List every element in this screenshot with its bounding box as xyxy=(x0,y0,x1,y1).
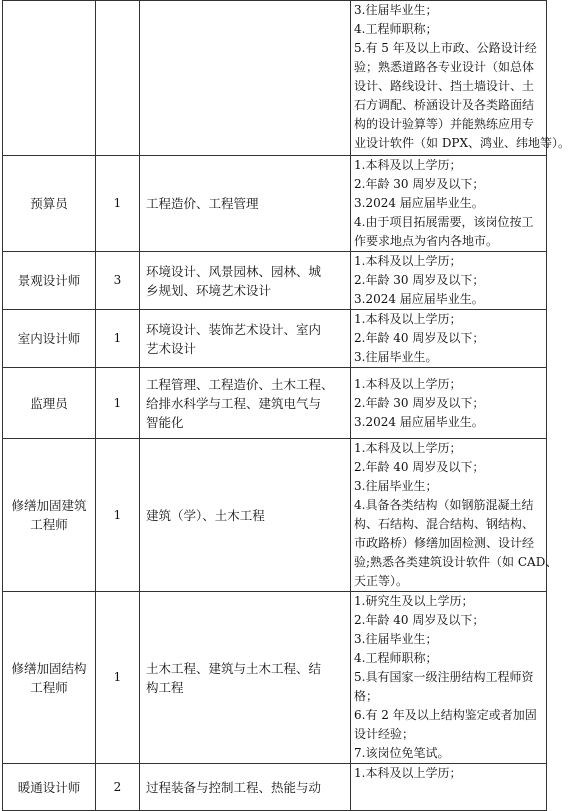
table-row xyxy=(3,310,547,368)
major-cell xyxy=(140,310,351,368)
requirements-cell-line: 1.本科及以上学历； xyxy=(354,376,462,391)
count-cell xyxy=(96,156,140,252)
table-row xyxy=(3,252,547,310)
requirements-cell-line: 2.年龄 40 周岁及以下； xyxy=(354,331,485,345)
recruitment-table xyxy=(2,0,570,811)
requirements-cell-line: 设计、路线设计、挡土墙设计、土 xyxy=(354,79,535,93)
position-label: 暖通设计师 xyxy=(17,779,81,795)
requirements-cell xyxy=(351,764,547,811)
requirements-cell-line: 5.具有国家一级注册结构工程师资 xyxy=(354,670,534,684)
table-body xyxy=(3,1,570,811)
position-cell xyxy=(3,764,96,811)
requirements-cell-line: 7.该岗位免笔试。 xyxy=(354,746,450,760)
position-cell xyxy=(3,1,96,156)
requirements-cell-line: 格； xyxy=(354,689,379,703)
requirements-cell xyxy=(351,156,547,252)
requirements-cell-line: 设计经验； xyxy=(354,727,415,741)
count-cell xyxy=(96,764,140,811)
major-cell-line: 土木工程、建筑与土木工程、结 xyxy=(146,660,322,676)
position-line: 修缮加固结构 xyxy=(11,660,87,676)
requirements-cell-line: 市政路桥）修缮加固检测、设计经 xyxy=(354,536,535,550)
requirements-cell-line: 1.本科及以上学历； xyxy=(354,312,462,326)
major-cell-line: 环境设计、风景园林、园林、城 xyxy=(146,263,322,279)
major-cell-line: 过程装备与控制工程、热能与动 xyxy=(146,779,322,795)
major-cell-line: 工程造价、工程管理 xyxy=(146,196,259,211)
position-line: 工程师 xyxy=(30,679,68,695)
count-value: 2 xyxy=(113,779,122,794)
requirements-cell-line: 验;熟悉各类建筑设计软件（如 CAD、 xyxy=(354,555,558,569)
position-label: 景观设计师 xyxy=(17,273,81,288)
major-cell xyxy=(140,252,351,310)
requirements-cell-line: 3.往届毕业生； xyxy=(354,632,438,646)
table-row xyxy=(3,592,547,764)
requirements-cell-line: 3.2024 届应届毕业生。 xyxy=(354,414,484,429)
major-cell xyxy=(140,592,351,764)
major-cell xyxy=(140,439,351,592)
position-cell xyxy=(3,368,96,439)
requirements-cell-line: 石方调配、桥涵设计及各类路面结 xyxy=(354,98,535,112)
requirements-cell-line: 1.本科及以上学历； xyxy=(354,441,462,455)
requirements-cell xyxy=(351,310,547,368)
requirements-cell-line: 1.本科及以上学历； xyxy=(354,158,462,172)
position-cell xyxy=(3,310,96,368)
requirements-cell-line: 2.年龄 40 周岁及以下； xyxy=(354,613,485,627)
requirements-cell xyxy=(351,252,547,310)
requirements-cell-line: 1.本科及以上学历； xyxy=(354,766,462,780)
requirements-cell-line: 构的设计验算等）并能熟练应用专 xyxy=(354,117,535,131)
requirements-cell-line: 1.本科及以上学历； xyxy=(354,254,462,268)
requirements-cell-line: 验；熟悉道路各专业设计（如总体 xyxy=(354,60,535,74)
count-cell xyxy=(96,1,140,156)
requirements-cell-line: 6.有 2 年及以上结构鉴定或者加固 xyxy=(354,708,537,722)
count-cell xyxy=(96,439,140,592)
count-cell xyxy=(96,252,140,310)
requirements-cell-line: 3.2024 届应届毕业生。 xyxy=(354,196,484,210)
position-cell xyxy=(3,156,96,252)
position-label: 室内设计师 xyxy=(17,331,81,346)
major-cell-line: 智能化 xyxy=(146,414,184,430)
table-row xyxy=(3,368,547,439)
requirements-cell xyxy=(351,592,547,764)
requirements-cell-line: 作要求地点为省内各地市。 xyxy=(354,234,499,248)
major-cell-line: 工程管理、工程造价、土木工程、 xyxy=(146,376,334,392)
position-cell xyxy=(3,439,96,592)
major-cell-line: 给排水科学与工程、建筑电气与 xyxy=(146,395,322,411)
requirements-cell-line: 4.由于项目拓展需要，该岗位按工 xyxy=(354,215,534,229)
requirements-cell-line: 4.具备各类结构（如钢筋混凝土结 xyxy=(354,498,534,512)
count-value: 1 xyxy=(113,331,122,345)
requirements-cell-line: 3.2024 届应届毕业生。 xyxy=(354,292,484,306)
count-value: 1 xyxy=(113,196,122,210)
count-cell xyxy=(96,368,140,439)
requirements-cell-line: 构、石结构、混合结构、钢结构、 xyxy=(354,517,535,531)
requirements-cell-line: 天正等）。 xyxy=(354,574,409,588)
requirements-cell xyxy=(351,1,570,156)
requirements-cell-line: 2.年龄 30 周岁及以下； xyxy=(354,395,485,410)
requirements-cell xyxy=(351,439,558,592)
table-row xyxy=(3,764,547,811)
requirements-cell-line: 2.年龄 30 周岁及以下； xyxy=(354,273,485,287)
requirements-cell xyxy=(351,368,547,439)
position-line: 工程师 xyxy=(30,517,68,532)
table-row xyxy=(3,1,547,156)
count-value: 1 xyxy=(113,670,122,684)
requirements-cell-line: 4.工程师职称； xyxy=(354,651,438,665)
major-cell xyxy=(140,764,351,811)
requirements-cell-line: 5.有 5 年及以上市政、公路设计经 xyxy=(354,41,537,55)
position-label: 监理员 xyxy=(30,395,68,411)
requirements-cell-line: 4.工程师职称； xyxy=(354,22,438,36)
position-cell xyxy=(3,252,96,310)
count-value: 1 xyxy=(113,395,122,410)
major-cell xyxy=(140,1,351,156)
count-cell xyxy=(96,310,140,368)
requirements-cell-line: 2.年龄 30 周岁及以下； xyxy=(354,177,485,191)
requirements-cell-line: 3.往届毕业生； xyxy=(354,479,438,493)
position-label: 预算员 xyxy=(30,196,68,211)
requirements-cell-line: 1.研究生及以上学历； xyxy=(354,594,474,608)
requirements-cell-line: 2.年龄 40 周岁及以下； xyxy=(354,460,485,474)
major-cell-line: 建筑（学）、土木工程 xyxy=(146,507,265,523)
position-line: 修缮加固建筑 xyxy=(11,498,87,513)
requirements-cell-line: 业设计软件（如 DPX、鸿业、纬地等）。 xyxy=(354,136,570,150)
major-cell xyxy=(140,156,351,252)
major-cell xyxy=(140,368,351,439)
major-cell-line: 构工程 xyxy=(146,679,184,695)
table-row xyxy=(3,439,547,592)
major-cell-line: 环境设计、装饰艺术设计、室内 xyxy=(146,321,322,337)
position-cell xyxy=(3,592,96,764)
count-value: 1 xyxy=(113,507,122,522)
major-cell-line: 艺术设计 xyxy=(146,340,197,356)
count-value: 3 xyxy=(113,273,122,287)
requirements-cell-line: 3.往届毕业生。 xyxy=(354,350,438,364)
major-cell-line: 乡规划、环境艺术设计 xyxy=(146,282,272,298)
count-cell xyxy=(96,592,140,764)
table-row xyxy=(3,156,547,252)
requirements-cell-line: 3.往届毕业生； xyxy=(354,3,438,17)
